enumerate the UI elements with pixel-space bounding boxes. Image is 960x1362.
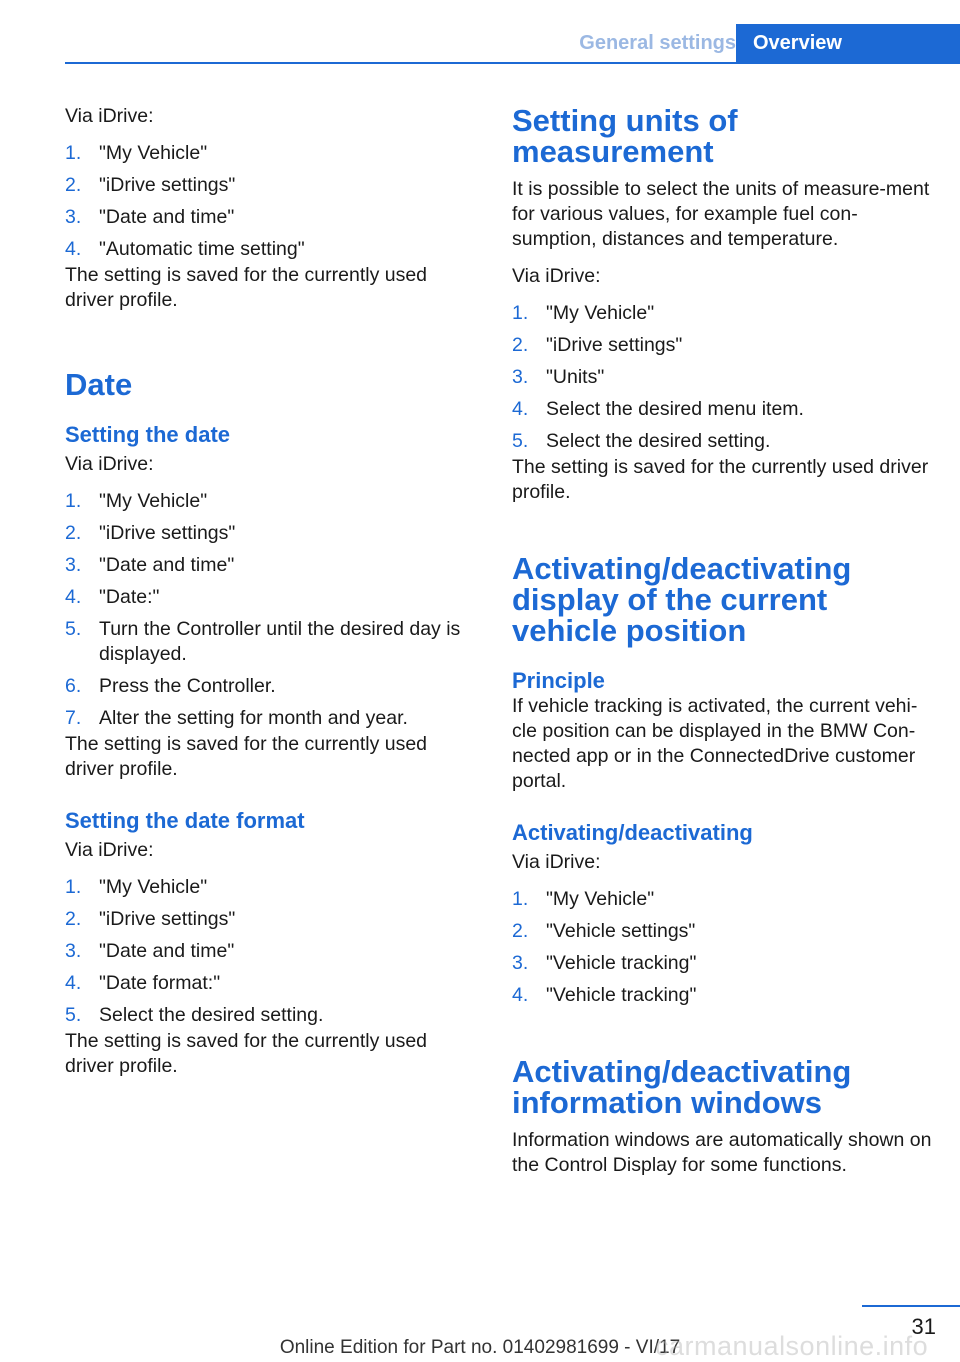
- setting-date-heading: Setting the date: [65, 422, 231, 447]
- list-item: 4. "Automatic time setting": [65, 238, 305, 260]
- units-steps: [512, 301, 937, 454]
- step-number: 1.: [65, 490, 82, 512]
- list-item: 4. "Date format:": [65, 972, 221, 994]
- via-idrive-label: Via iDrive:: [65, 839, 154, 861]
- step-number: 2.: [512, 334, 529, 356]
- principle-text: If vehicle tracking is activated, the current vehi‐cle position can be displayed in the BMW Con‐nected app or in the ConnectedDrive customer portal.: [512, 695, 918, 792]
- left-column: [65, 100, 475, 1091]
- info-windows-heading: Activating/deactivating information windows: [512, 1054, 852, 1120]
- step-number: 5.: [65, 618, 82, 640]
- saved-note: The setting is saved for the currently used driver profile.: [512, 456, 929, 503]
- step-number: 4.: [65, 238, 82, 260]
- watermark: carmanualsonline.info: [655, 1331, 929, 1361]
- right-column: [512, 100, 937, 1190]
- list-item: 5. Select the desired setting.: [512, 430, 771, 452]
- list-item: 1. "My Vehicle": [512, 302, 655, 324]
- activating-steps: [512, 887, 937, 1008]
- list-item: 2. "Vehicle settings": [512, 920, 696, 942]
- step-number: 4.: [65, 586, 82, 608]
- step-number: 3.: [65, 554, 82, 576]
- date-format-steps: [65, 875, 475, 1028]
- step-number: 3.: [65, 206, 82, 228]
- step-number: 3.: [65, 940, 82, 962]
- step-number: 6.: [65, 675, 82, 697]
- setting-date-steps: [65, 489, 475, 731]
- list-item: 4. "Vehicle tracking": [512, 984, 697, 1006]
- via-idrive-label: Via iDrive:: [65, 105, 154, 127]
- edition-footer: Online Edition for Part no. 01402981699 - VI/17: [279, 1337, 681, 1358]
- via-idrive-label: Via iDrive:: [512, 851, 601, 873]
- date-format-heading: Setting the date format: [65, 808, 305, 833]
- units-heading: Setting units of measurement: [512, 103, 738, 169]
- list-item: 3. "Vehicle tracking": [512, 952, 697, 974]
- date-heading: Date: [65, 367, 133, 402]
- list-item: 2. "iDrive settings": [512, 334, 683, 356]
- step-number: 2.: [65, 174, 82, 196]
- step-number: 5.: [512, 430, 529, 452]
- step-number: 2.: [65, 522, 82, 544]
- step-number: 2.: [512, 920, 529, 942]
- step-number: 4.: [65, 972, 82, 994]
- step-number: 7.: [65, 707, 82, 729]
- list-item: 2. "iDrive settings": [65, 908, 236, 930]
- step-number: 3.: [512, 366, 529, 388]
- page-number: 31: [911, 1314, 936, 1339]
- list-item: 5. Select the desired setting.: [65, 1004, 324, 1026]
- list-item: 3. "Date and time": [65, 554, 235, 576]
- list-item: 3. "Date and time": [65, 940, 235, 962]
- info-windows-text: Information windows are automatically shown on the Control Display for some functions.: [512, 1129, 932, 1176]
- step-number: 1.: [512, 888, 529, 910]
- header-chapter-tab: Overview: [736, 24, 960, 62]
- list-item: 1. "My Vehicle": [512, 888, 655, 910]
- list-item: 2. "iDrive settings": [65, 174, 236, 196]
- step-number: 2.: [65, 908, 82, 930]
- list-item: 2. "iDrive settings": [65, 522, 236, 544]
- header-section-title: General settings: [579, 32, 736, 54]
- step-number: 1.: [512, 302, 529, 324]
- list-item: 1. "My Vehicle": [65, 490, 208, 512]
- saved-note: The setting is saved for the currently used driver profile.: [65, 733, 428, 780]
- footer-rule: [862, 1305, 960, 1307]
- list-item: 4. "Date:": [65, 586, 160, 608]
- saved-note: The setting is saved for the currently used driver profile.: [65, 1030, 428, 1077]
- list-item: 6. Press the Controller.: [65, 675, 276, 697]
- via-idrive-label: Via iDrive:: [65, 453, 154, 475]
- step-number: 1.: [65, 876, 82, 898]
- step-number: 4.: [512, 398, 529, 420]
- list-item: 7. Alter the setting for month and year.: [65, 707, 408, 729]
- saved-note: The setting is saved for the currently used driver profile.: [65, 264, 428, 311]
- list-item: 3. "Units": [512, 366, 605, 388]
- automatic-time-steps: [65, 141, 475, 262]
- list-item: 1. "My Vehicle": [65, 142, 208, 164]
- principle-heading: Principle: [512, 668, 605, 693]
- list-item: 5. Turn the Controller until the desired day is displayed.: [65, 618, 461, 665]
- activating-heading: Activating/deactivating: [512, 820, 753, 845]
- units-description: It is possible to select the units of measure‐ment for various values, for example fuel con‐sumption, distances and temperature.: [512, 178, 930, 250]
- via-idrive-label: Via iDrive:: [512, 265, 601, 287]
- list-item: 1. "My Vehicle": [65, 876, 208, 898]
- step-number: 1.: [65, 142, 82, 164]
- vehicle-position-heading: Activating/deactivating display of the current vehicle position: [512, 551, 852, 648]
- step-number: 5.: [65, 1004, 82, 1026]
- list-item: 4. Select the desired menu item.: [512, 398, 804, 420]
- step-number: 3.: [512, 952, 529, 974]
- list-item: 3. "Date and time": [65, 206, 235, 228]
- page-header: [65, 24, 960, 64]
- step-number: 4.: [512, 984, 529, 1006]
